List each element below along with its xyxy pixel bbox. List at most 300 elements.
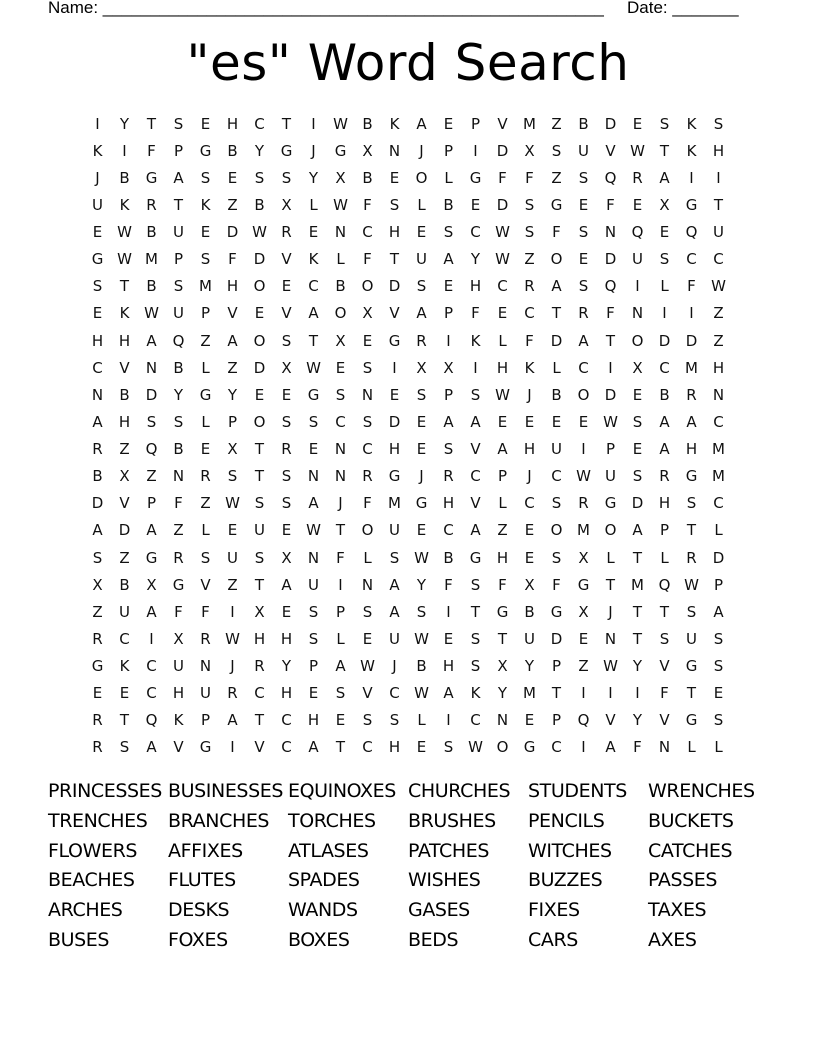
grid-letter: V [200,575,211,594]
grid-letter: C [470,711,481,730]
grid-letter: R [578,304,589,323]
word-item: WANDS [288,899,358,922]
grid-letter: S [335,684,346,703]
grid-letter: G [685,711,698,730]
grid-letter: S [524,223,535,242]
grid-letter: Q [577,711,590,730]
grid-letter: U [713,223,724,242]
grid-letter: S [173,412,184,431]
grid-letter: G [523,738,536,757]
grid-letter: E [308,684,319,703]
word-item: GASES [408,899,470,922]
grid-letter: E [308,223,319,242]
grid-row [84,463,732,490]
grid-letter: T [713,195,724,214]
worksheet-header [48,0,768,18]
grid-letter: I [473,358,478,377]
grid-letter: Q [145,440,158,459]
word-item: TAXES [648,899,707,922]
grid-letter: C [92,358,103,377]
grid-letter: F [363,250,372,269]
grid-letter: F [606,304,615,323]
grid-letter: B [551,385,562,404]
grid-letter: A [497,440,508,459]
grid-letter: U [173,304,184,323]
grid-letter: W [414,629,429,648]
grid-letter: Y [497,684,508,703]
grid-letter: A [173,168,184,187]
grid-letter: G [550,602,563,621]
grid-letter: A [146,738,157,757]
grid-letter: T [551,684,562,703]
grid-letter: T [389,250,400,269]
grid-letter: F [444,575,453,594]
grid-letter: N [604,223,617,242]
grid-letter: S [281,467,292,486]
grid-letter: G [604,494,617,513]
grid-letter: E [254,304,265,323]
grid-letter: X [335,168,346,187]
grid-letter: G [469,168,482,187]
grid-letter: J [392,657,397,676]
grid-letter: E [497,304,508,323]
word-item: BRANCHES [168,809,270,832]
grid-letter: H [280,629,293,648]
grid-letter: B [443,195,454,214]
grid-letter: S [713,711,724,730]
grid-letter: X [92,575,103,594]
grid-letter: N [361,575,374,594]
grid-letter: P [713,575,724,594]
grid-letter: A [470,412,481,431]
grid-letter: K [470,331,481,350]
grid-letter: W [576,467,591,486]
grid-letter: R [686,385,697,404]
grid-letter: S [200,168,211,187]
grid-letter: S [659,114,670,133]
word-item: STUDENTS [528,780,627,802]
grid-letter: S [632,467,643,486]
grid-letter: J [338,494,343,513]
grid-letter: P [443,385,454,404]
grid-letter: A [686,412,697,431]
grid-letter: F [525,331,534,350]
grid-letter: E [524,548,535,567]
grid-letter: K [686,114,697,133]
grid-letter: J [95,168,100,187]
grid-letter: G [685,195,698,214]
grid-letter: N [334,223,347,242]
grid-letter: F [174,602,183,621]
grid-letter: F [228,250,237,269]
grid-letter: S [254,168,265,187]
grid-letter: I [662,304,667,323]
grid-letter: H [118,331,131,350]
grid-letter: A [632,521,643,540]
grid-letter: C [335,412,346,431]
grid-letter: W [414,548,429,567]
grid-letter: N [631,304,644,323]
grid-row [84,598,732,625]
grid-letter: C [254,114,265,133]
grid-letter: W [252,223,267,242]
grid-letter: K [119,657,130,676]
grid-letter: T [308,331,319,350]
grid-letter: P [551,657,562,676]
grid-letter: H [388,440,401,459]
grid-letter: U [173,657,184,676]
grid-letter: L [201,412,210,431]
grid-letter: X [335,331,346,350]
grid-letter: T [632,602,643,621]
grid-letter: P [335,602,346,621]
grid-letter: S [443,440,454,459]
grid-letter: Y [470,250,481,269]
grid-letter: E [389,168,400,187]
grid-letter: D [658,331,671,350]
grid-letter: U [254,521,265,540]
grid-letter: V [659,711,670,730]
grid-letter: U [389,629,400,648]
grid-letter: C [443,521,454,540]
grid-letter: R [362,467,373,486]
grid-letter: S [713,629,724,648]
grid-letter: L [309,195,318,214]
grid-letter: F [336,548,345,567]
grid-letter: S [173,114,184,133]
grid-letter: S [686,602,697,621]
grid-letter: W [684,575,699,594]
word-item: PATCHES [408,839,490,862]
grid-letter: E [335,711,346,730]
word-item: DESKS [168,899,230,922]
page-title: "es" Word Search [186,34,630,92]
grid-letter: S [173,277,184,296]
grid-letter: F [363,494,372,513]
grid-letter: R [146,195,157,214]
grid-letter: Y [281,657,292,676]
grid-letter: O [361,521,374,540]
grid-letter: Z [497,521,508,540]
grid-row [84,191,732,218]
grid-letter: E [227,168,238,187]
grid-letter: E [416,738,427,757]
grid-letter: Y [119,114,130,133]
grid-letter: I [581,440,586,459]
grid-letter: I [149,629,154,648]
word-item: ARCHES [48,899,123,922]
grid-letter: Q [604,168,617,187]
grid-letter: M [712,467,725,486]
grid-letter: Z [119,548,130,567]
grid-row [84,571,732,598]
grid-letter: J [419,141,424,160]
grid-letter: C [146,684,157,703]
grid-letter: E [416,412,427,431]
grid-letter: F [498,168,507,187]
grid-letter: Q [658,575,671,594]
grid-letter: E [308,440,319,459]
grid-letter: S [551,141,562,160]
grid-letter: U [173,223,184,242]
grid-letter: H [523,440,536,459]
grid-letter: C [713,250,724,269]
grid-letter: R [92,711,103,730]
grid-letter: A [281,575,292,594]
word-item: ATLASES [288,839,369,862]
word-item: WRENCHES [648,780,755,802]
grid-letter: V [470,440,481,459]
grid-letter: S [578,223,589,242]
grid-letter: S [335,385,346,404]
grid-letter: B [119,168,130,187]
grid-letter: S [92,277,103,296]
grid-letter: R [416,331,427,350]
grid-letter: S [551,548,562,567]
grid-letter: J [527,385,532,404]
grid-letter: E [470,195,481,214]
grid-letter: E [632,195,643,214]
grid-letter: C [686,250,697,269]
grid-letter: W [117,223,132,242]
grid-letter: D [712,548,725,567]
grid-letter: S [389,548,400,567]
grid-letter: Z [713,331,724,350]
grid-letter: N [199,657,212,676]
grid-letter: Z [200,331,211,350]
grid-letter: K [200,195,211,214]
grid-letter: H [226,114,239,133]
grid-letter: G [388,331,401,350]
word-item: FLOWERS [48,839,138,862]
grid-letter: E [335,358,346,377]
grid-letter: V [119,494,130,513]
grid-letter: C [524,304,535,323]
grid-letter: I [608,358,613,377]
grid-letter: K [389,114,400,133]
grid-letter: S [362,602,373,621]
word-item: WITCHES [528,839,612,862]
grid-letter: S [227,467,238,486]
word-item: AFFIXES [168,839,243,862]
grid-letter: D [226,223,239,242]
grid-letter: C [119,629,130,648]
grid-letter: E [524,521,535,540]
grid-letter: A [443,412,454,431]
grid-letter: I [473,141,478,160]
grid-letter: H [712,358,725,377]
grid-letter: U [605,467,616,486]
grid-letter: H [91,331,104,350]
grid-letter: K [173,711,184,730]
grid-letter: L [201,521,210,540]
grid-letter: X [416,358,427,377]
grid-letter: T [254,711,265,730]
grid-letter: V [605,141,616,160]
grid-letter: Y [254,141,265,160]
grid-letter: A [416,114,427,133]
word-item: BUSES [48,928,110,951]
grid-letter: C [281,711,292,730]
grid-letter: F [606,195,615,214]
word-item: FOXES [168,928,228,951]
grid-letter: B [362,114,373,133]
grid-letter: A [335,657,346,676]
grid-letter: F [498,575,507,594]
grid-letter: G [334,141,347,160]
grid-letter: S [281,494,292,513]
grid-letter: K [470,684,481,703]
grid-letter: O [577,385,590,404]
grid-letter: G [280,141,293,160]
grid-letter: T [173,195,184,214]
grid-letter: Z [173,521,184,540]
grid-letter: C [389,684,400,703]
grid-letter: I [635,684,640,703]
grid-letter: A [146,521,157,540]
word-item: CATCHES [648,839,733,862]
grid-letter: A [227,711,238,730]
grid-letter: I [689,168,694,187]
grid-letter: E [551,412,562,431]
grid-letter: C [362,223,373,242]
grid-letter: P [659,521,670,540]
grid-letter: E [227,521,238,540]
word-item: SPADES [288,869,360,892]
grid-letter: F [525,168,534,187]
grid-letter: O [253,412,266,431]
grid-letter: W [414,684,429,703]
grid-letter: S [470,629,481,648]
grid-letter: G [685,467,698,486]
grid-letter: K [119,304,130,323]
grid-letter: H [658,494,671,513]
grid-letter: A [308,738,319,757]
grid-letter: Q [604,277,617,296]
grid-letter: U [119,602,130,621]
grid-letter: L [714,521,723,540]
grid-letter: D [685,331,698,350]
grid-letter: W [360,657,375,676]
grid-letter: C [524,494,535,513]
grid-letter: O [415,168,428,187]
grid-letter: Y [227,385,238,404]
grid-letter: P [173,141,184,160]
grid-letter: A [389,602,400,621]
grid-letter: V [227,304,238,323]
name-line: Name: _____________________________________________________ [48,0,604,17]
grid-letter: K [92,141,103,160]
grid-row [84,408,732,435]
grid-letter: W [495,385,510,404]
grid-letter: E [497,412,508,431]
grid-letter: M [388,494,401,513]
grid-letter: S [281,331,292,350]
grid-letter: M [145,250,158,269]
letter-grid [84,110,732,761]
grid-letter: S [200,548,211,567]
grid-letter: U [578,141,589,160]
grid-letter: F [633,738,642,757]
grid-letter: P [443,304,454,323]
grid-letter: A [605,738,616,757]
grid-letter: E [659,223,670,242]
grid-letter: E [200,223,211,242]
grid-letter: A [470,521,481,540]
grid-letter: F [201,602,210,621]
grid-letter: G [199,385,212,404]
grid-letter: Y [524,657,535,676]
grid-letter: I [689,304,694,323]
grid-letter: S [659,629,670,648]
grid-letter: W [603,412,618,431]
grid-letter: H [388,223,401,242]
word-item: BEDS [408,928,459,951]
grid-letter: F [552,575,561,594]
grid-letter: X [119,467,130,486]
grid-letter: H [118,412,131,431]
grid-letter: N [334,440,347,459]
grid-letter: A [92,412,103,431]
grid-row [84,137,732,164]
grid-letter: H [307,711,320,730]
grid-letter: B [146,223,157,242]
grid-letter: T [686,684,697,703]
grid-letter: R [632,168,643,187]
grid-letter: W [117,250,132,269]
grid-letter: J [608,602,613,621]
grid-letter: I [446,602,451,621]
word-item: EQUINOXES [288,780,396,802]
grid-letter: P [200,304,211,323]
grid-letter: L [417,711,426,730]
grid-letter: S [713,657,724,676]
grid-letter: G [388,467,401,486]
grid-letter: P [470,114,481,133]
grid-row [84,164,732,191]
grid-letter: S [686,494,697,513]
grid-letter: Z [227,195,238,214]
grid-letter: G [550,195,563,214]
grid-letter: I [635,277,640,296]
grid-letter: W [711,277,726,296]
grid-letter: Z [92,602,103,621]
grid-letter: R [200,629,211,648]
grid-letter: G [469,548,482,567]
grid-letter: I [95,114,100,133]
grid-letter: I [392,358,397,377]
grid-letter: D [388,412,401,431]
grid-letter: E [632,440,643,459]
grid-letter: E [281,277,292,296]
grid-letter: X [281,548,292,567]
grid-letter: S [659,250,670,269]
grid-letter: H [388,738,401,757]
grid-letter: E [389,385,400,404]
grid-letter: V [470,494,481,513]
grid-letter: C [578,358,589,377]
word-item: AXES [648,928,697,951]
grid-letter: L [444,168,453,187]
grid-letter: L [201,358,210,377]
grid-letter: D [91,494,104,513]
grid-letter: P [605,440,616,459]
grid-letter: X [578,602,589,621]
date-line: Date: _______ [627,0,739,17]
grid-letter: T [632,629,643,648]
grid-letter: C [551,738,562,757]
grid-letter: L [687,738,696,757]
